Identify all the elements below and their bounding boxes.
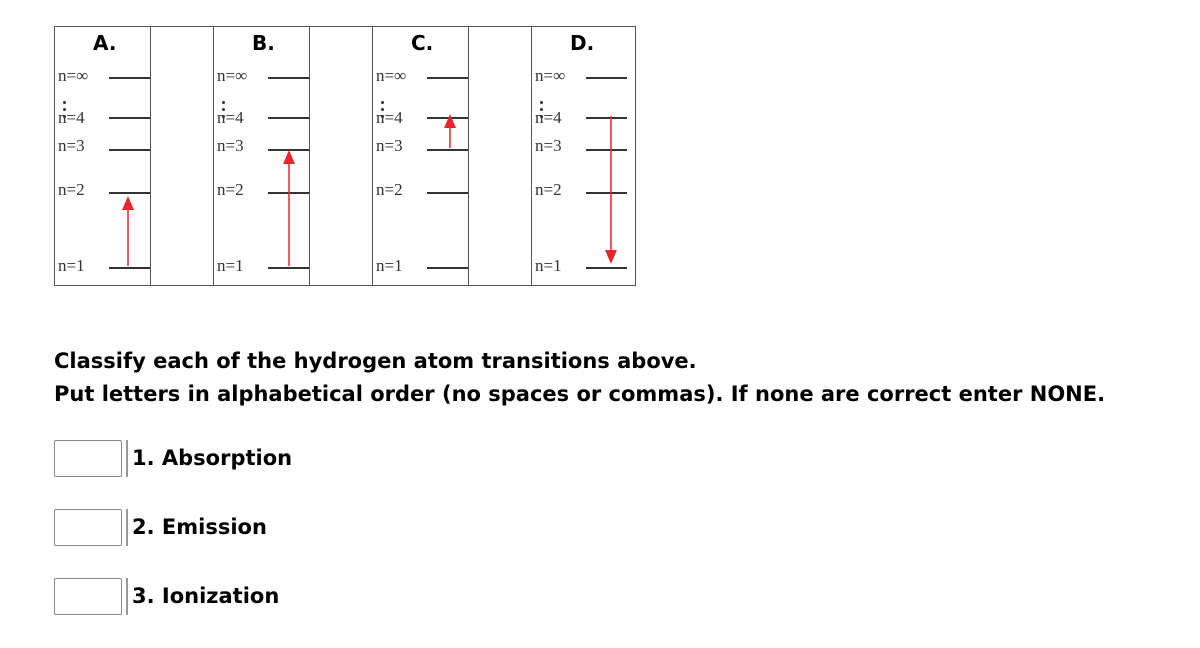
answer-row-emission xyxy=(54,509,267,546)
question-line-2: Put letters in alphabetical order (no spaces or commas). If none are correct enter NONE. xyxy=(54,382,1106,406)
panel-title-b: B. xyxy=(252,31,275,55)
level-label-4: n=4 xyxy=(217,108,244,127)
level-label-2: n=2 xyxy=(58,180,85,199)
panel-b-labels xyxy=(214,27,310,285)
panel-a-labels xyxy=(55,27,151,285)
answer-row-absorption xyxy=(54,440,292,477)
absorption-label: 1. Absorption xyxy=(126,440,292,477)
level-line-4 xyxy=(427,117,468,119)
panel-a-gap xyxy=(151,27,214,285)
level-line-2 xyxy=(586,192,627,194)
level-label-3: n=3 xyxy=(376,136,403,155)
level-label-inf: n=∞ xyxy=(535,66,566,85)
answer-row-ionization xyxy=(54,578,279,615)
level-line-3 xyxy=(109,149,150,151)
level-label-2: n=2 xyxy=(376,180,403,199)
level-label-3: n=3 xyxy=(217,136,244,155)
level-label-3: n=3 xyxy=(535,136,562,155)
level-label-1: n=1 xyxy=(217,256,244,275)
level-label-inf: n=∞ xyxy=(376,66,407,85)
level-line-inf xyxy=(109,77,150,79)
level-label-4: n=4 xyxy=(376,108,403,127)
absorption-answer-input[interactable] xyxy=(54,440,122,477)
level-line-3 xyxy=(268,149,309,151)
level-line-4 xyxy=(268,117,309,119)
panel-b-gap xyxy=(310,27,373,285)
level-line-4 xyxy=(109,117,150,119)
level-line-inf xyxy=(268,77,309,79)
level-line-2 xyxy=(268,192,309,194)
level-label-1: n=1 xyxy=(535,256,562,275)
emission-answer-input[interactable] xyxy=(54,509,122,546)
ionization-label: 3. Ionization xyxy=(126,578,279,615)
level-label-1: n=1 xyxy=(376,256,403,275)
energy-level-diagram xyxy=(54,26,636,286)
panel-d-labels xyxy=(532,27,628,285)
emission-label: 2. Emission xyxy=(126,509,267,546)
level-line-1 xyxy=(109,267,150,269)
level-line-3 xyxy=(586,149,627,151)
level-label-1: n=1 xyxy=(58,256,85,275)
level-line-1 xyxy=(427,267,468,269)
level-label-2: n=2 xyxy=(217,180,244,199)
level-line-3 xyxy=(427,149,468,151)
panel-title-a: A. xyxy=(93,31,117,55)
level-label-4: n=4 xyxy=(58,108,85,127)
level-line-inf xyxy=(427,77,468,79)
level-label-inf: n=∞ xyxy=(217,66,248,85)
level-label-4: n=4 xyxy=(535,108,562,127)
level-line-inf xyxy=(586,77,627,79)
question-prompt xyxy=(54,345,1174,411)
ionization-answer-input[interactable] xyxy=(54,578,122,615)
level-line-4 xyxy=(586,117,627,119)
panel-title-c: C. xyxy=(411,31,434,55)
level-line-2 xyxy=(427,192,468,194)
level-line-1 xyxy=(268,267,309,269)
level-line-2 xyxy=(109,192,150,194)
level-label-2: n=2 xyxy=(535,180,562,199)
panel-title-d: D. xyxy=(570,31,595,55)
question-line-1: Classify each of the hydrogen atom transitions above. xyxy=(54,349,697,373)
panel-c-gap xyxy=(469,27,532,285)
panel-c-labels xyxy=(373,27,469,285)
level-label-inf: n=∞ xyxy=(58,66,89,85)
level-label-3: n=3 xyxy=(58,136,85,155)
level-line-1 xyxy=(586,267,627,269)
